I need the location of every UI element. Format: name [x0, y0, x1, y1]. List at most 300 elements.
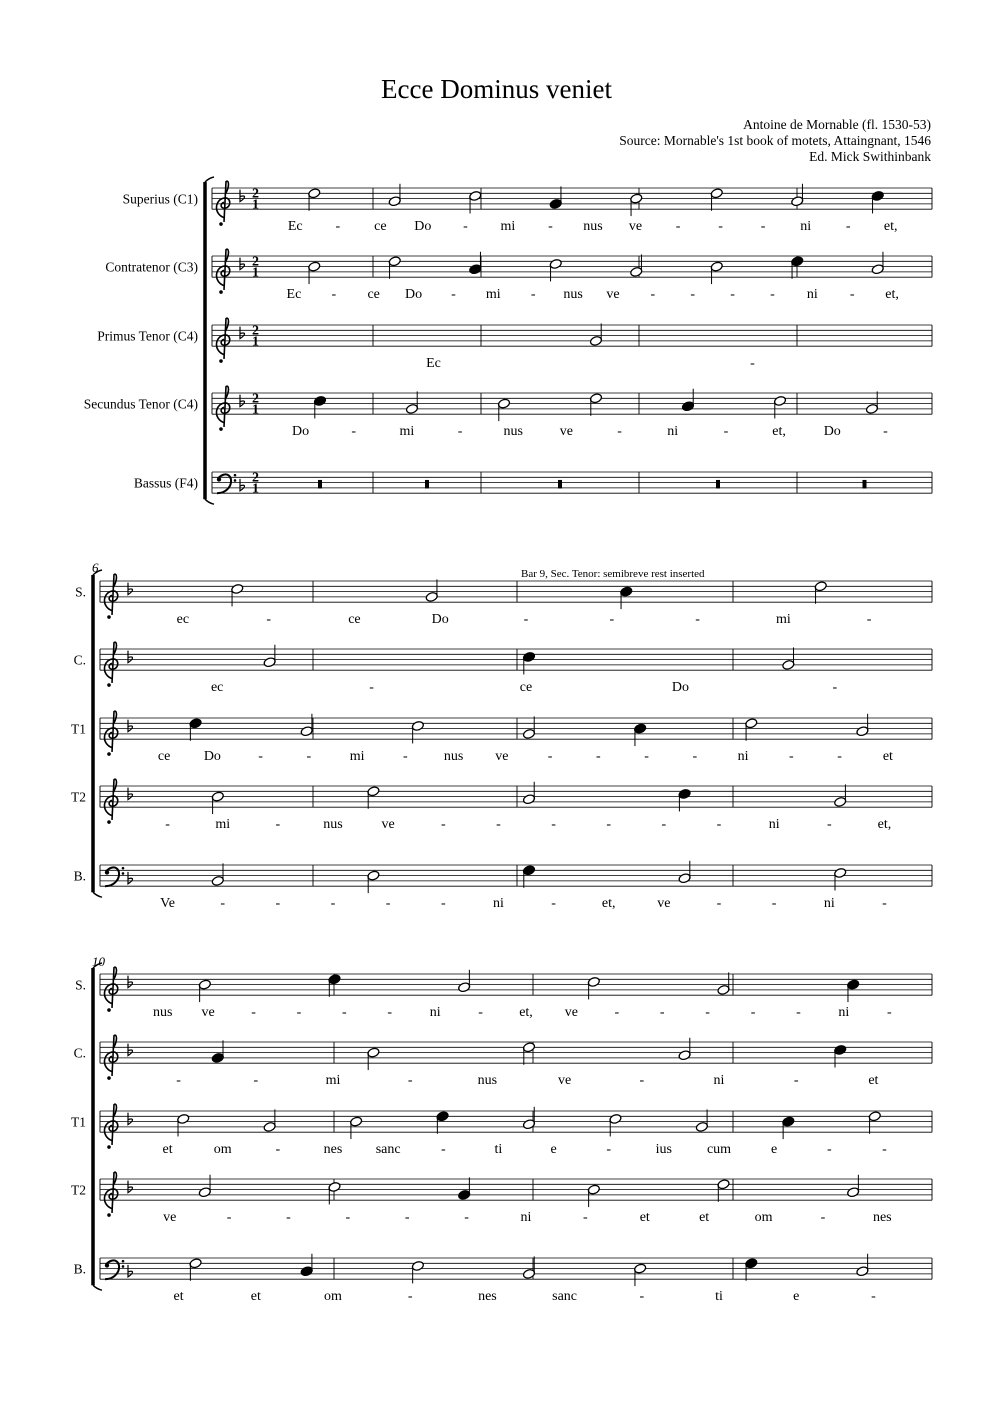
system-1	[84, 177, 932, 504]
lyric-syllable: ce	[348, 612, 361, 627]
voice-label: B.	[73, 868, 86, 884]
lyric-syllable: mi	[500, 219, 516, 234]
lyric-syllable: -	[306, 749, 312, 764]
note-head	[522, 865, 535, 876]
lyric-syllable: -	[403, 749, 408, 764]
lyric-syllable: et	[250, 1289, 261, 1304]
lyric-syllable: -	[251, 1005, 256, 1020]
lyric-syllable: mi	[325, 1073, 341, 1088]
lyric-syllable: -	[690, 287, 696, 302]
staff-1	[75, 967, 932, 1020]
note-head	[865, 403, 878, 414]
treble-clef-icon	[104, 967, 117, 1008]
lyric-syllable: ce	[519, 680, 533, 695]
note-head	[791, 196, 804, 207]
rest	[558, 480, 562, 488]
time-signature-bottom: 1	[252, 402, 259, 418]
lyric-syllable: et	[882, 749, 893, 764]
lyric-syllable: nus	[152, 1005, 173, 1020]
lyric-syllable: ni	[768, 817, 780, 832]
time-signature-top: 2	[252, 391, 259, 407]
staff-3	[71, 1104, 932, 1157]
staff-3	[97, 318, 932, 371]
lyric-syllable: -	[335, 219, 341, 234]
treble-clef-icon	[104, 1172, 117, 1213]
lyric-syllable: cum	[706, 1142, 732, 1157]
lyric-syllable: et	[699, 1210, 710, 1225]
time-signature-top: 2	[252, 254, 259, 270]
lyric-syllable: om	[324, 1289, 342, 1304]
time-signature-bottom: 1	[252, 265, 259, 281]
note-head	[308, 188, 321, 199]
lyric-syllable: Do	[405, 287, 423, 302]
note-head	[634, 723, 647, 734]
treble-clef-icon	[104, 711, 117, 752]
note-head	[367, 786, 380, 797]
lyric-syllable: Do	[203, 749, 221, 764]
lyric-syllable: Ve	[160, 896, 175, 911]
note-head	[745, 718, 758, 729]
lyric-syllable: nes	[323, 1142, 343, 1157]
lyric-syllable: -	[716, 817, 722, 832]
flat-icon	[240, 479, 245, 491]
lyric-syllable: Do	[292, 424, 310, 439]
note-head	[522, 728, 535, 739]
note-head	[313, 395, 326, 406]
lyric-syllable: ni	[667, 424, 679, 439]
lyric-syllable: -	[882, 896, 887, 911]
lyric-syllable: Ec	[286, 287, 302, 302]
voice-label: Contratenor (C3)	[105, 259, 198, 275]
note-head	[458, 1189, 471, 1200]
lyric-syllable: Do	[431, 612, 449, 627]
flat-icon	[240, 327, 245, 339]
lyric-syllable: e	[793, 1289, 800, 1304]
note-head	[497, 398, 510, 409]
lyric-syllable: -	[165, 817, 170, 832]
lyric-syllable: ce	[367, 287, 380, 302]
lyric-syllable: -	[826, 817, 832, 832]
lyric-syllable: et	[868, 1073, 879, 1088]
flat-icon	[128, 976, 133, 988]
treble-clef-icon	[104, 1104, 117, 1145]
note-head	[871, 190, 884, 201]
note-head	[782, 1116, 795, 1127]
note-head	[710, 261, 723, 272]
treble-clef-icon	[216, 249, 229, 290]
lyric-syllable: e	[771, 1142, 778, 1157]
staff-2	[74, 642, 932, 695]
lyric-syllable: et,	[883, 219, 898, 234]
lyric-syllable: ti	[715, 1289, 723, 1304]
lyric-syllable: -	[440, 896, 446, 911]
lyric-syllable: -	[385, 896, 391, 911]
note-head	[328, 974, 341, 985]
note-head	[458, 982, 471, 993]
staff-5	[134, 471, 932, 497]
note-head	[198, 979, 211, 990]
voice-label: S.	[75, 584, 86, 600]
note-head	[782, 659, 795, 670]
note-head	[620, 586, 633, 597]
note-head	[856, 726, 869, 737]
lyric-syllable: -	[351, 424, 357, 439]
lyric-syllable: -	[440, 1142, 446, 1157]
note-head	[231, 583, 244, 594]
treble-clef-icon	[104, 574, 117, 615]
editorial-note: Bar 9, Sec. Tenor: semibreve rest inserted	[521, 568, 705, 580]
flat-icon	[128, 1044, 133, 1056]
treble-clef-icon	[216, 181, 229, 222]
note-head	[717, 984, 730, 995]
lyric-syllable: -	[793, 1073, 799, 1088]
measure-number: 6	[92, 560, 99, 575]
lyric-syllable: -	[407, 1289, 413, 1304]
composer-credit: Antoine de Mornable (fl. 1530-53)	[743, 117, 931, 132]
note-head	[388, 256, 401, 267]
lyric-syllable: mi	[215, 817, 231, 832]
note-head	[522, 651, 535, 662]
note-head	[522, 1119, 535, 1130]
voice-label: Primus Tenor (C4)	[97, 328, 198, 344]
lyric-syllable: -	[606, 1142, 612, 1157]
voice-label: Bassus (F4)	[133, 475, 198, 491]
lyric-syllable: -	[730, 287, 735, 302]
note-head	[211, 791, 224, 802]
lyric-syllable: et,	[885, 287, 899, 302]
rest	[318, 480, 322, 488]
note-head	[589, 335, 602, 346]
lyric-syllable: -	[440, 817, 446, 832]
note-head	[834, 867, 847, 878]
note-head	[425, 591, 438, 602]
lyric-syllable: -	[723, 424, 729, 439]
lyric-syllable: -	[716, 896, 722, 911]
time-signature-top: 2	[252, 470, 259, 486]
flat-icon	[128, 1113, 133, 1125]
note-head	[308, 261, 321, 272]
lyric-syllable: -	[692, 749, 698, 764]
lyric-syllable: ni	[737, 749, 749, 764]
staff-2	[105, 249, 932, 302]
lyric-syllable: om	[754, 1210, 773, 1225]
lyric-syllable: mi	[349, 749, 365, 764]
lyric-syllable: nus	[583, 219, 603, 234]
lyric-syllable: et	[173, 1289, 184, 1304]
lyric-syllable: ve	[557, 1073, 572, 1088]
lyric-syllable: ni	[838, 1005, 850, 1020]
flat-icon	[128, 651, 133, 663]
note-head	[300, 726, 313, 737]
lyric-syllable: -	[266, 612, 272, 627]
lyric-syllable: -	[770, 287, 775, 302]
lyric-syllable: -	[789, 749, 794, 764]
lyric-syllable: Do	[671, 680, 689, 695]
editor-credit: Ed. Mick Swithinbank	[809, 149, 931, 164]
treble-clef-icon	[216, 318, 229, 359]
note-head	[871, 264, 884, 275]
lyric-syllable: -	[596, 749, 601, 764]
note-head	[189, 1258, 202, 1269]
time-signature-top: 2	[252, 323, 259, 339]
lyric-syllable: -	[871, 1289, 876, 1304]
lyric-syllable: ve	[381, 817, 395, 832]
flat-icon	[128, 583, 133, 595]
lyric-syllable: Ec	[426, 356, 441, 371]
lyric-syllable: -	[796, 1005, 801, 1020]
lyric-syllable: Ec	[287, 219, 303, 234]
lyric-syllable: -	[387, 1005, 393, 1020]
lyric-syllable: -	[369, 680, 374, 695]
lyric-syllable: ni	[492, 896, 504, 911]
note-head	[469, 264, 482, 275]
lyric-syllable: -	[849, 287, 855, 302]
note-head	[678, 788, 691, 799]
lyric-syllable: -	[820, 1210, 826, 1225]
lyric-syllable: -	[275, 817, 281, 832]
lyric-syllable: -	[342, 1005, 347, 1020]
lyric-syllable: et,	[772, 424, 786, 439]
note-head	[367, 1047, 380, 1058]
lyric-syllable: Do	[414, 219, 432, 234]
lyric-syllable: om	[213, 1142, 232, 1157]
lyric-syllable: Do	[823, 424, 841, 439]
lyric-syllable: -	[404, 1210, 410, 1225]
note-head	[549, 258, 562, 269]
note-head	[681, 401, 694, 412]
note-head	[350, 1116, 363, 1127]
lyric-syllable: mi	[775, 612, 791, 627]
lyric-syllable: sanc	[552, 1289, 578, 1304]
lyric-syllable: -	[750, 356, 755, 371]
lyric-syllable: ec	[176, 612, 190, 627]
note-head	[609, 1113, 622, 1124]
lyric-syllable: ve	[606, 287, 620, 302]
staff-5	[74, 1254, 932, 1304]
time-signature-bottom: 1	[252, 481, 259, 497]
lyric-syllable: ni	[823, 896, 835, 911]
flat-icon	[128, 720, 133, 732]
lyric-syllable: -	[883, 424, 888, 439]
lyric-syllable: -	[771, 896, 777, 911]
treble-clef-icon	[104, 1035, 117, 1076]
time-signature-bottom: 1	[252, 334, 259, 350]
lyric-syllable: -	[695, 612, 700, 627]
lyric-syllable: -	[639, 1073, 645, 1088]
lyric-syllable: nus	[443, 749, 464, 764]
staff-3	[71, 711, 932, 764]
lyric-syllable: ec	[210, 680, 224, 695]
lyric-syllable: nes	[478, 1289, 497, 1304]
lyric-syllable: -	[866, 612, 872, 627]
lyric-syllable: -	[523, 612, 529, 627]
staff-5	[74, 861, 932, 911]
lyric-syllable: ni	[713, 1073, 725, 1088]
lyric-syllable: -	[451, 287, 456, 302]
lyric-syllable: -	[253, 1073, 259, 1088]
note-head	[549, 198, 562, 209]
note-head	[405, 403, 418, 414]
flat-icon	[240, 395, 245, 407]
voice-label: T1	[71, 721, 86, 737]
lyric-syllable: ce	[374, 219, 387, 234]
note-head	[868, 1111, 881, 1122]
note-head	[411, 720, 424, 731]
lyric-syllable: ve	[628, 219, 643, 234]
voice-label: T2	[71, 1182, 86, 1198]
note-head	[177, 1113, 190, 1124]
lyric-syllable: -	[705, 1005, 710, 1020]
note-head	[814, 581, 827, 592]
flat-icon	[128, 788, 133, 800]
system-2	[71, 570, 932, 911]
lyric-syllable: ni	[520, 1210, 532, 1225]
lyric-syllable: -	[718, 219, 723, 234]
lyric-syllable: -	[547, 749, 553, 764]
lyric-syllable: -	[463, 219, 468, 234]
note-head	[328, 1181, 341, 1192]
treble-clef-icon	[104, 642, 117, 683]
note-head	[847, 979, 860, 990]
note-head	[211, 1052, 224, 1063]
lyric-syllable: ius	[655, 1142, 673, 1157]
lyric-syllable: -	[661, 817, 667, 832]
note-head	[630, 266, 643, 277]
lyric-syllable: -	[606, 817, 612, 832]
time-signature-top: 2	[252, 186, 259, 202]
note-head	[717, 1179, 730, 1190]
lyric-syllable: -	[837, 749, 842, 764]
lyric-syllable: -	[617, 424, 622, 439]
note-head	[211, 875, 224, 886]
piece-title: Ecce Dominus veniet	[381, 74, 612, 104]
note-head	[678, 873, 691, 884]
flat-icon	[128, 872, 133, 884]
staff-4	[71, 779, 932, 832]
lyric-syllable: -	[478, 1005, 483, 1020]
staff-4	[84, 386, 932, 439]
lyric-syllable: et,	[877, 817, 892, 832]
lyric-syllable: -	[286, 1210, 291, 1225]
flat-icon	[128, 1265, 133, 1277]
note-head	[388, 196, 401, 207]
flat-icon	[128, 1181, 133, 1193]
rest	[425, 480, 429, 488]
note-head	[189, 718, 202, 729]
lyric-syllable: ve	[564, 1005, 579, 1020]
voice-label: T2	[71, 789, 86, 805]
note-head	[630, 193, 643, 204]
note-head	[367, 870, 380, 881]
note-head	[198, 1187, 211, 1198]
treble-clef-icon	[216, 386, 229, 427]
note-head	[263, 657, 276, 668]
voice-label: Superius (C1)	[122, 191, 198, 207]
lyric-syllable: nus	[563, 287, 583, 302]
note-head	[791, 256, 804, 267]
lyric-syllable: ve	[201, 1005, 215, 1020]
lyric-syllable: -	[464, 1210, 469, 1225]
lyric-syllable: -	[551, 896, 556, 911]
source-credit: Source: Mornable's 1st book of motets, Attaingnant, 1546	[619, 133, 931, 148]
lyric-syllable: -	[832, 680, 838, 695]
lyric-syllable: -	[220, 896, 226, 911]
lyric-syllable: e	[550, 1142, 557, 1157]
note-head	[436, 1111, 449, 1122]
voice-label: Secundus Tenor (C4)	[83, 396, 198, 412]
lyric-syllable: ve	[495, 749, 509, 764]
note-head	[589, 393, 602, 404]
lyric-syllable: et,	[519, 1005, 533, 1020]
treble-clef-icon	[104, 779, 117, 820]
lyric-syllable: -	[530, 287, 536, 302]
lyric-syllable: nus	[503, 424, 523, 439]
system-3	[71, 963, 932, 1304]
lyric-syllable: -	[345, 1210, 351, 1225]
staff-2	[74, 1035, 932, 1088]
lyric-syllable: -	[760, 219, 766, 234]
rest	[716, 480, 720, 488]
lyric-syllable: mi	[399, 424, 415, 439]
lyric-syllable: -	[331, 287, 337, 302]
lyric-syllable: -	[826, 1142, 832, 1157]
note-head	[522, 794, 535, 805]
note-head	[834, 796, 847, 807]
lyric-syllable: -	[296, 1005, 302, 1020]
note-head	[847, 1187, 860, 1198]
lyric-syllable: nes	[872, 1210, 892, 1225]
lyric-syllable: -	[583, 1210, 588, 1225]
lyric-syllable: ve	[559, 424, 574, 439]
note-head	[587, 976, 600, 987]
lyric-syllable: et,	[601, 896, 616, 911]
note-head	[634, 1263, 647, 1274]
note-head	[469, 190, 482, 201]
voice-label: T1	[71, 1114, 86, 1130]
lyric-syllable: -	[176, 1073, 181, 1088]
staff-1	[123, 181, 932, 234]
staff-4	[71, 1172, 932, 1225]
note-head	[522, 1042, 535, 1053]
lyric-syllable: ti	[494, 1142, 503, 1157]
lyric-syllable: ni	[429, 1005, 441, 1020]
note-head	[587, 1184, 600, 1195]
lyric-syllable: -	[275, 896, 281, 911]
note-head	[773, 395, 786, 406]
lyric-syllable: ve	[657, 896, 671, 911]
note-head	[695, 1121, 708, 1132]
note-head	[263, 1121, 276, 1132]
flat-icon	[240, 258, 245, 270]
lyric-syllable: -	[845, 219, 851, 234]
lyric-syllable: ni	[806, 287, 818, 302]
voice-label: B.	[73, 1261, 86, 1277]
lyric-syllable: -	[496, 817, 501, 832]
note-head	[300, 1266, 313, 1277]
lyric-syllable: -	[275, 1142, 281, 1157]
lyric-syllable: -	[548, 219, 553, 234]
note-head	[745, 1258, 758, 1269]
lyric-syllable: et	[162, 1142, 173, 1157]
voice-label: S.	[75, 977, 86, 993]
lyric-syllable: -	[226, 1210, 232, 1225]
lyric-syllable: -	[882, 1142, 887, 1157]
rest	[863, 480, 867, 488]
lyric-syllable: -	[659, 1005, 665, 1020]
lyric-syllable: -	[639, 1289, 645, 1304]
lyric-syllable: -	[886, 1005, 892, 1020]
lyric-syllable: -	[644, 749, 649, 764]
